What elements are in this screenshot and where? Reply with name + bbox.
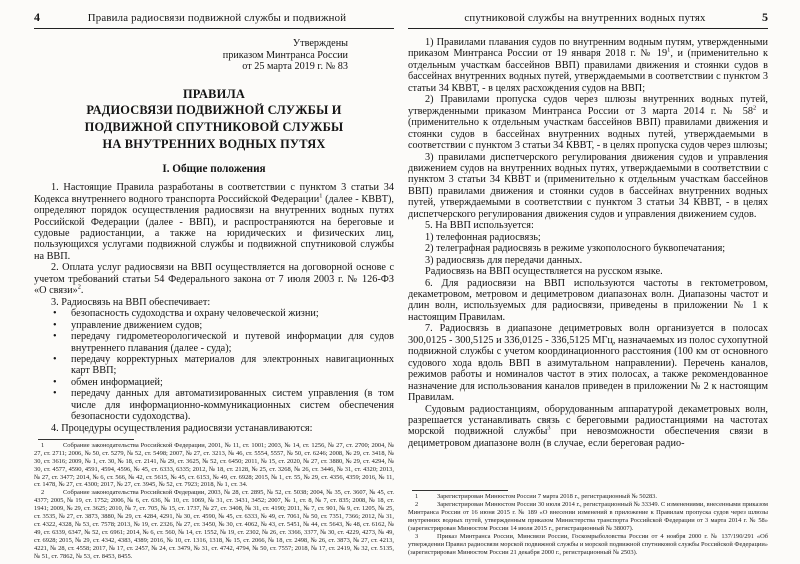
footnote: 3 Приказ Минтранса России, Минсвязи России, Госкомрыболовства России от 4 ноября 2000 г. № 137/190/291 «Об утверждении Правил радиосвязи морской подвижной службы и морской подвижной спутниковой службы Российской Федерации» (зарегистрирован Минюстом России 21 декабря 2000 г., регистрационный № 2503). bbox=[408, 533, 768, 557]
paragraph: 1) Правилами плавания судов по внутренним водным путям, утвержденными приказом Минтранса России от 19 января 2018 г. № $19^1$, и (применительно к отдельным участкам бассейнов ВВП) правилами движения и стоянки судов в бассейнах внутренних водных путей, утверждаемыми в соответствии с пунктом 3 статьи 34 КВВТ, - в целях расхождения судов на ВВП; bbox=[408, 37, 768, 94]
left-body-text bbox=[34, 182, 394, 434]
section-heading: I. Общие положения bbox=[162, 163, 266, 176]
paragraph: 4. Процедуры осуществления радиосвязи устанавливаются: bbox=[51, 422, 313, 434]
bullet-icon: • bbox=[53, 308, 57, 320]
footnote-number: 3 bbox=[415, 533, 419, 541]
footnote-separator bbox=[38, 439, 134, 440]
paragraph: 3. Радиосвязь на ВВП обеспечивает: bbox=[51, 296, 211, 308]
bullet-text: передачу данных для автоматизированных систем управления (в том числе для информационно-коммуникационных систем обеспечения безопасности судоходства). bbox=[71, 388, 394, 423]
footnote: 1 Зарегистрирован Минюстом России 7 марта 2018 г., регистрационный № 50283. bbox=[408, 493, 768, 501]
document-title-line: ПОДВИЖНОЙ СПУТНИКОВОЙ СЛУЖБЫ bbox=[84, 119, 344, 134]
bullet-item bbox=[34, 308, 394, 319]
right-footnotes bbox=[408, 493, 768, 557]
paragraph: 1) телефонная радиосвязь; bbox=[425, 231, 541, 243]
left-page-header bbox=[34, 10, 394, 29]
footnote-number: 2 bbox=[41, 489, 45, 497]
bullet-item bbox=[34, 388, 394, 422]
paragraph: 2. Оплата услуг радиосвязи на ВВП осуществляется на договорной основе с учетом требований статьи 54 Федерального закона от 7 июля 2003 г. № 126-ФЗ «О связи»$^2$. bbox=[34, 262, 394, 297]
footnote-number: 2 bbox=[415, 501, 419, 509]
paragraph: Радиосвязь на ВВП осуществляется на русском языке. bbox=[425, 266, 663, 278]
paragraph: Судовым радиостанциям, оборудованным аппаратурой декаметровых волн, разрешается устанавливать связь с береговыми радиостанциями на частотах морской подвижной службы$^3$ при невозможности обеспечения связи в дециметровом диапазоне волн (в случае, если береговая радио- bbox=[408, 403, 768, 449]
right-page-header bbox=[408, 10, 768, 29]
right-footnote-block bbox=[408, 490, 768, 557]
approval-line: от 25 марта 2019 г. № 83 bbox=[242, 61, 348, 73]
paragraph: 3) радиосвязь для передачи данных. bbox=[425, 254, 583, 266]
bullet-text: передачу гидрометеорологической и путевой информации для судов внутреннего плавания (далее - суда); bbox=[71, 331, 394, 354]
approval-line: Утверждены bbox=[292, 38, 348, 49]
document-title-line: РАДИОСВЯЗИ ПОДВИЖНОЙ СЛУЖБЫ И bbox=[86, 103, 342, 118]
paragraph: 1. Настоящие Правила разработаны в соответствии с пунктом 3 статьи 34 Кодекса внутреннего водного транспорта Российской Федерации$^1$ (далее - КВВТ), определяют порядок осуществления радиосвязи на внутренних водных путях Российской Федерации (далее - ВВП), и распространяются на береговые и судовые радиостанции, а также на юридических и физических лиц, пользующихся услугами подвижной службы и подвижной спутниковой службы на ВВП. bbox=[34, 182, 394, 262]
bullet-text: обмен информацией; bbox=[71, 376, 163, 388]
bullet-item bbox=[34, 320, 394, 331]
left-page-number: 4 bbox=[34, 10, 40, 24]
bullet-icon: • bbox=[53, 353, 57, 365]
left-footnotes bbox=[34, 442, 394, 561]
left-running-title: Правила радиосвязи подвижной службы и подвижной bbox=[87, 12, 347, 24]
bullet-text: безопасность судоходства и охрану человеческой жизни; bbox=[71, 308, 319, 320]
left-footnote-block bbox=[34, 439, 394, 561]
paragraph: 2) Правилами пропуска судов через шлюзы внутренних водных путей, утвержденными приказом Минтранса России от 3 марта 2014 г. № $58^2$ и (применительно к отдельным участкам бассейнов ВВП) правилами движения и стоянки судов в бассейнах внутренних водных путей, утверждаемыми в соответствии с пунктом 3 статьи 34 КВВТ, - в целях пропуска судов через шлюзы; bbox=[408, 94, 768, 152]
bullet-text: управление движением судов; bbox=[71, 319, 203, 331]
right-page-number: 5 bbox=[762, 10, 768, 24]
paragraph: 3) правилами диспетчерского регулирования движения судов и управления движением судов на внутренних водных путях, утверждаемыми в соответствии с пунктом 3 статьи 34 КВВТ и (применительно к отдельным участкам бассейнов ВВП) правилами движения и стоянки судов в бассейнах внутренних водных путей, утверждаемыми в соответствии с пунктом 3 статьи 34 КВВТ, - в целях диспетчерского регулирования движения судов и управления движением судов. bbox=[408, 151, 768, 220]
left-page bbox=[34, 10, 394, 564]
bullet-item bbox=[34, 354, 394, 377]
right-body-text bbox=[408, 37, 768, 449]
paragraph: 7. Радиосвязь в диапазоне дециметровых волн организуется в полосах 300,0125 - 300,5125 и 336,0125 - 336,5125 МГц, назначаемых из полос сухопутной подвижной службы с учетом координационного расстояния (100 км от основного судового хода вдоль ВВП в азимутальном направлении). Перечень каналов, режимов работы и номиналов частот в этих полосах, а также рекомендованное назначение для использования каналов приведен в приложении № 2 к настоящим Правилам. bbox=[408, 323, 768, 404]
footnote-separator bbox=[412, 490, 508, 491]
footnote: 2 Зарегистрирован Минюстом России 30 июля 2014 г., регистрационный № 33349. С изменениями, внесенными приказом Минтранса России от 16 июня 2015 г. № 189 «О внесении изменений в приложение к Правилам пропуска судов через шлюзы внутренних водных путей, утвержденным приказом Министерства транспорта Российской Федерации от 3 марта 2014 г. № 58» (зарегистрирован Минюстом России 14 июля 2015 г., регистрационный № 38007). bbox=[408, 501, 768, 533]
bullet-list bbox=[34, 308, 394, 423]
approval-block bbox=[34, 38, 348, 73]
bullet-item bbox=[34, 377, 394, 388]
document-title bbox=[34, 86, 394, 152]
bullet-icon: • bbox=[53, 376, 57, 388]
paragraph: 6. Для радиосвязи на ВВП используются частоты в гектометровом, декаметровом, метровом и дециметровом диапазонах волн. Диапазоны частот и длин волн, используемых для радиосвязи, приведены в приложении № 1 к настоящим Правилам. bbox=[408, 277, 768, 323]
bullet-item bbox=[34, 331, 394, 354]
footnote: 1 Собрание законодательства Российской Федерации, 2001, № 11, ст. 1001; 2003, № 14, ст. 1256, № 27, ст. 2700; 2004, № 27, ст. 2711; 2006, № 50, ст. 5279, № 52, ст. 5498; 2007, № 27, ст. 3213, № 46, ст. 5554, 5557, № 50, ст. 6246; 2008, № 29, ст. 3418, № 30, ст. 3616; 2009, № 1, ст. 30, № 18, ст. 2141, № 29, ст. 3625, № 52, ст. 6450; 2011, № 15, ст. 2020, № 27, ст. 3880, № 29, ст. 4294, № 30, ст. 4577, 4590, 4591, 4594, 4596, № 45, ст. 6333, 6335; 2012, № 18, ст. 2128, № 25, ст. 3268, № 26, ст. 3446, № 31, ст. 4320; 2013, № 27, ст. 3477; 2014, № 6, ст. 566, № 42, ст. 5615, № 45, ст. 6153, № 49, ст. 6928; 2015, № 1, ст. 55, № 29, ст. 4356, 4359; 2016, № 11, ст. 1478, № 27, ст. 4300; 2017, № 27, ст. 3945, № 52, ст. 7923; 2018, № 1, ст. 34. bbox=[34, 441, 394, 489]
document-title-line: НА ВНУТРЕННИХ ВОДНЫХ ПУТЯХ bbox=[102, 136, 326, 151]
bullet-icon: • bbox=[53, 388, 57, 400]
footnote: 2 Собрание законодательства Российской Федерации, 2003, № 28, ст. 2895, № 52, ст. 5038; 2004, № 35, ст. 3607, № 45, ст. 4377; 2005, № 19, ст. 1752; 2006, № 6, ст. 636, № 10, ст. 1069, № 31, ст. 3431, 3452; 2007, № 1, ст. 8, № 7, ст. 835; 2008, № 18, ст. 1941; 2009, № 29, ст. 3625; 2010, № 7, ст. 705, № 15, ст. 1737, № 27, ст. 3408, № 31, ст. 4190; 2011, № 7, ст. 901, № 9, ст. 1205, № 25, ст. 3535, № 27, ст. 3873, 3880, № 29, ст. 4284, 4291, № 30, ст. 4590, № 45, ст. 6333, № 49, ст. 7061, № 50, ст. 7351, 7366; 2012, № 31, ст. 4322, 4328, № 53, ст. 7578; 2013, № 19, ст. 2326, № 27, ст. 3450, № 30, ст. 4062, № 43, ст. 5451, № 44, ст. 5643, № 48, ст. 6162, № 49, ст. 6339, 6347, № 52, ст. 6961; 2014, № 6, ст. 560, № 14, ст. 1552, № 19, ст. 2302, № 26, ст. 3366, 3377, № 30, ст. 4229, 4273, № 49, ст. 6928; 2015, № 29, ст. 4342, 4383, 4389; 2016, № 10, ст. 1316, 1318, № 15, ст. 2066, № 18, ст. 2498, № 26, ст. 3873, № 27, ст. 4213, 4221, № 28, ст. 4558; 2017, № 17, ст. 2457, № 24, ст. 3479, № 31, ст. 4742, 4794, № 50, ст. 7557; 2018, № 17, ст. 2419, № 32, ст. 5135, № 51, ст. 7862, № 53, ст. 8453, 8455. bbox=[34, 489, 394, 561]
right-page bbox=[408, 10, 768, 564]
right-running-title: спутниковой службы на внутренних водных путях bbox=[464, 12, 706, 24]
paragraph: 2) телеграфная радиосвязь в режиме узкополосного буквопечатания; bbox=[425, 243, 726, 255]
approval-line: приказом Минтранса России bbox=[222, 49, 348, 61]
footnote-number: 1 bbox=[415, 493, 419, 501]
footnote-number: 1 bbox=[41, 441, 45, 449]
document-title-line: ПРАВИЛА bbox=[182, 86, 246, 101]
bullet-icon: • bbox=[53, 319, 57, 331]
bullet-icon: • bbox=[53, 331, 57, 343]
paragraph: 5. На ВВП используется: bbox=[425, 220, 534, 232]
bullet-text: передачу корректурных материалов для электронных навигационных карт ВВП; bbox=[71, 353, 394, 377]
